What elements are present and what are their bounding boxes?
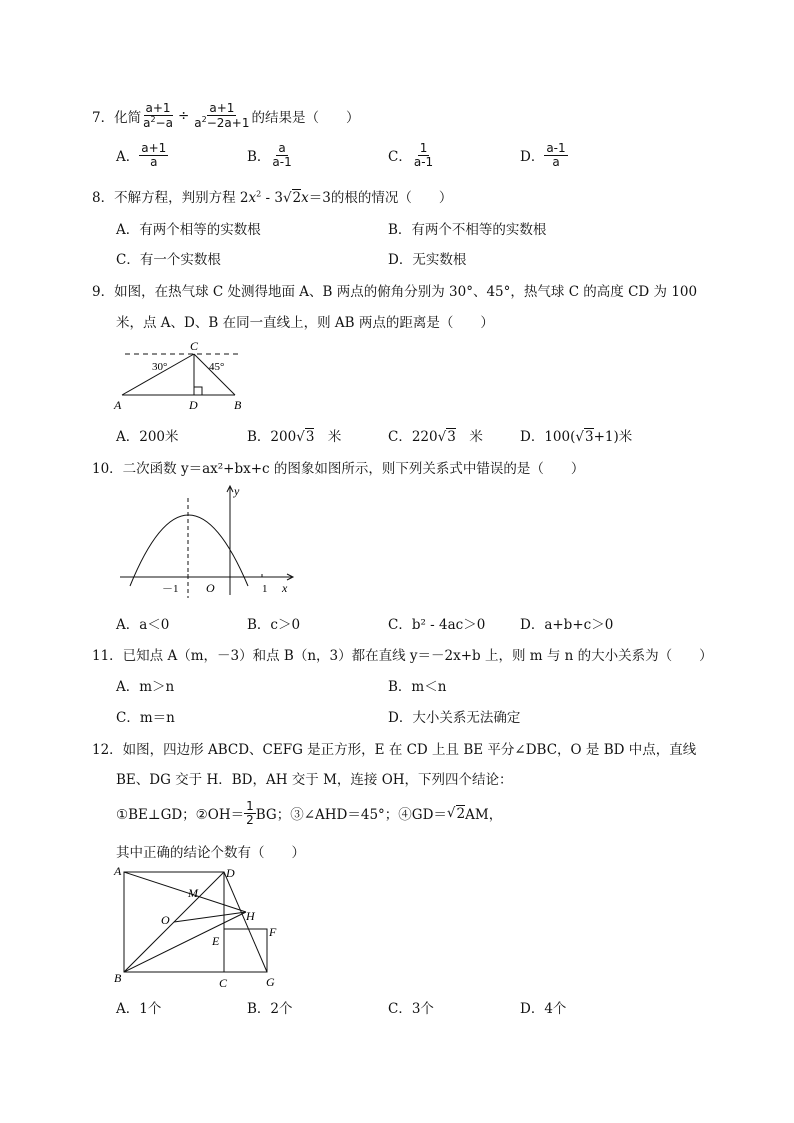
q10-label-minus1: －1 <box>162 583 179 595</box>
q11-option-d: D．大小关系无法确定 <box>388 710 521 726</box>
q9-option-d: D．100(√3+1)米 <box>520 429 633 445</box>
q12-label-h: H <box>246 909 255 923</box>
q9-triangle-figure <box>110 338 255 414</box>
q12-option-d: D．4个 <box>520 1001 567 1017</box>
q7-suffix: 的结果是（ ） <box>251 110 360 126</box>
q11-option-a: A．m＞n <box>116 679 175 695</box>
q12-label-m: M <box>188 886 198 900</box>
q12-label-e: E <box>212 934 220 948</box>
q9-option-b: B．200√3 米 <box>247 429 342 445</box>
q9-label-d: D <box>189 398 198 412</box>
q10-label-x: x <box>282 581 288 595</box>
q7-option-b: B． $\frac{a}{a-1}$ <box>247 141 292 169</box>
q7-option-a: A． $\frac{a+1}{a}$ <box>116 141 167 169</box>
q9-option-a: A．200米 <box>116 429 179 445</box>
q7-prefix: 化简 <box>114 110 142 126</box>
q12-stem-line2: BE、DG 交于 H．BD，AH 交于 M，连接 OH，下列四个结论： <box>116 772 513 788</box>
q8-option-a: A．有两个相等的实数根 <box>116 222 261 238</box>
q12-option-b: B．2个 <box>247 1001 293 1017</box>
q12-label-d: D <box>226 866 235 880</box>
q12-label-o: O <box>161 913 170 927</box>
q12-option-c: C．3个 <box>388 1001 434 1017</box>
q12-label-c: C <box>219 976 228 990</box>
q10-parabola-figure <box>112 480 302 605</box>
q7-number: 7． <box>92 110 115 126</box>
q7-fraction-2: $\frac{a+1}{a^2-2a+1}$ <box>194 101 250 130</box>
q7-stem <box>92 96 359 136</box>
q12-label-a: A <box>114 864 122 878</box>
q10-option-b: B．c＞0 <box>247 617 301 633</box>
q12-stem-line4: 其中正确的结论个数有（ ） <box>116 845 305 861</box>
q9-label-b: B <box>234 398 242 412</box>
q9-angle-30: 30° <box>152 361 168 373</box>
q11-stem: 11．已知点 A（m，－3）和点 B（n，3）都在直线 y＝－2x+b 上，则 m 与 n 的大小关系为（ ） <box>92 648 713 664</box>
q11-option-c: C．m＝n <box>116 710 175 726</box>
q7-divide: ÷ <box>177 108 190 124</box>
q8-stem: 8．不解方程，判别方程 $2x^2 - 3√2x=3$的根的情况（ ） <box>92 189 453 206</box>
q9-angle-45: 45° <box>209 361 225 373</box>
q12-squares-figure <box>108 862 288 990</box>
q10-label-o: O <box>206 581 215 595</box>
q12-conclusions: ①BE⊥GD；②OH＝ $\frac{1}{2}$ BG；③∠AHD＝45°；④GD＝ √ 2 AM， <box>116 798 503 827</box>
q10-stem: 10．二次函数 y＝ax²+bx+c 的图象如图所示，则下列关系式中错误的是（ ） <box>92 461 585 477</box>
q7-fraction-1: $\frac{a+1}{a^2-a}$ <box>143 101 173 130</box>
q9-label-a: A <box>114 398 122 412</box>
q12-label-f: F <box>269 925 277 939</box>
q10-option-a: A．a＜0 <box>116 617 170 633</box>
q10-label-1: 1 <box>262 583 268 595</box>
q8-option-c: C．有一个实数根 <box>116 252 221 268</box>
q9-option-c: C．220√3 米 <box>388 429 483 445</box>
q9-stem-line2: 米，点 A、D、B 在同一直线上，则 AB 两点的距离是（ ） <box>116 315 494 331</box>
q7-option-d: D． $\frac{a-1}{a}$ <box>520 141 566 169</box>
q11-option-b: B．m＜n <box>388 679 447 695</box>
q10-option-d: D．a+b+c＞0 <box>520 617 614 633</box>
q8-option-b: B．有两个不相等的实数根 <box>388 222 547 238</box>
q12-stem-line1: 12．如图，四边形 ABCD、CEFG 是正方形，E 在 CD 上且 BE 平分∠DBC，O 是 BD 中点，直线 <box>92 742 697 758</box>
q12-option-a: A．1个 <box>116 1001 162 1017</box>
q8-option-d: D．无实数根 <box>388 252 467 268</box>
q12-label-b: B <box>114 971 122 985</box>
q7-option-c: C． $\frac{1}{a-1}$ <box>388 141 434 169</box>
q10-label-y: y <box>234 484 240 498</box>
q10-option-c: C．b² - 4ac＞0 <box>388 617 486 633</box>
q12-label-g: G <box>266 975 275 989</box>
q9-stem-line1: 9．如图，在热气球 C 处测得地面 A、B 两点的俯角分别为 30°、45°，热气球 C 的高度 CD 为 100 <box>92 284 698 300</box>
q9-label-c: C <box>190 339 199 353</box>
